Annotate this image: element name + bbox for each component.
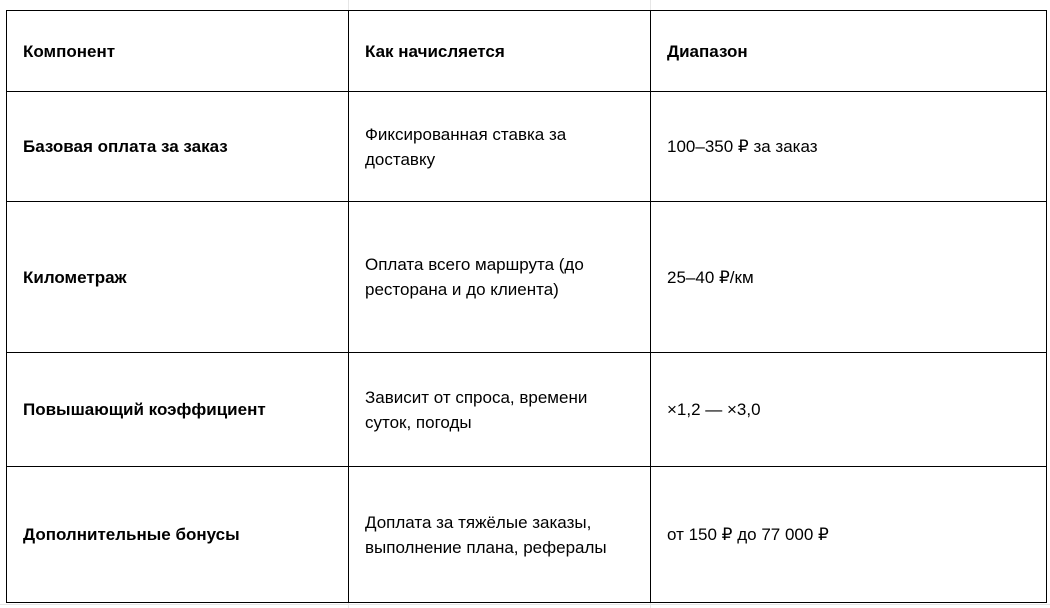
- table-row: [7, 202, 1047, 353]
- cell-how: Оплата всего маршрута (до ресторана и до клиента): [349, 202, 651, 353]
- cell-range: от 150 ₽ до 77 000 ₽: [651, 467, 1047, 603]
- cell-component: Повышающий коэффициент: [7, 353, 349, 467]
- header-component: Компонент: [7, 11, 349, 92]
- cell-how: Зависит от спроса, времени суток, погоды: [349, 353, 651, 467]
- cell-how: Фиксированная ставка за доставку: [349, 92, 651, 202]
- cell-component: Дополнительные бонусы: [7, 467, 349, 603]
- cell-range: 100–350 ₽ за заказ: [651, 92, 1047, 202]
- header-how: Как начисляется: [349, 11, 651, 92]
- grid-line: [0, 604, 1050, 605]
- cell-how: Доплата за тяжёлые заказы, выполнение плана, рефералы: [349, 467, 651, 603]
- cell-component: Базовая оплата за заказ: [7, 92, 349, 202]
- table-row: [7, 353, 1047, 467]
- cell-range: ×1,2 — ×3,0: [651, 353, 1047, 467]
- cell-range: 25–40 ₽/км: [651, 202, 1047, 353]
- table-row: [7, 92, 1047, 202]
- table-header-row: [7, 11, 1047, 92]
- header-range: Диапазон: [651, 11, 1047, 92]
- table-row: [7, 467, 1047, 603]
- payment-components-table: [6, 10, 1047, 603]
- cell-component: Километраж: [7, 202, 349, 353]
